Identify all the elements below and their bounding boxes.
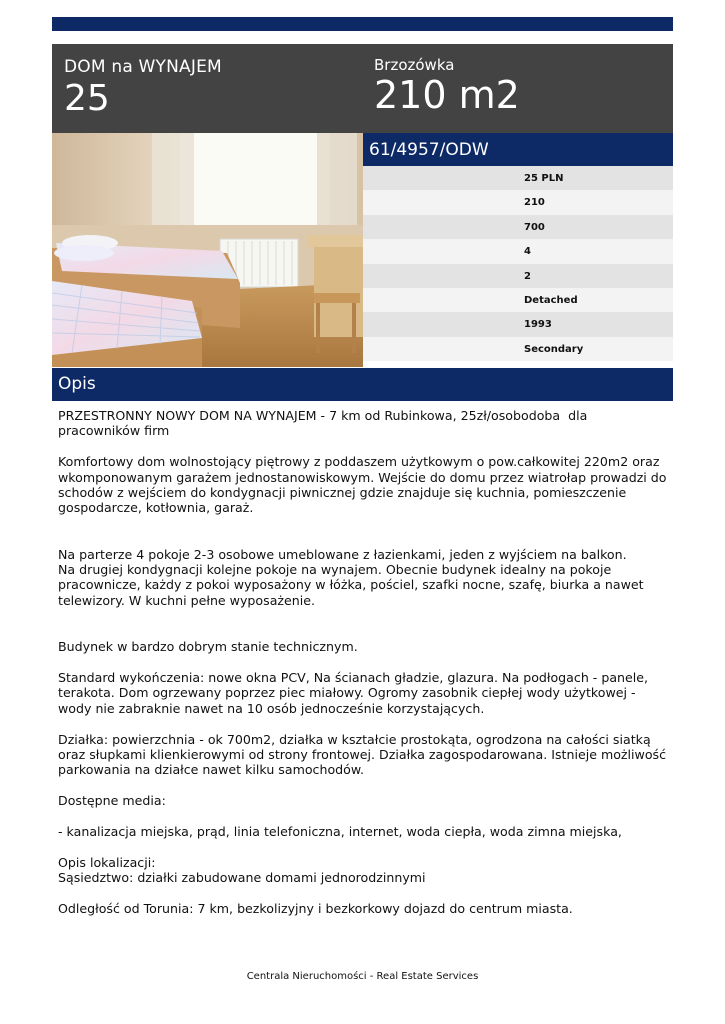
listing-type: DOM na WYNAJEM (64, 57, 222, 77)
detail-row (363, 337, 673, 361)
listing-area: 210 m2 (374, 73, 520, 117)
description-paragraph (58, 531, 668, 546)
reference-number: 61/4957/ODW (369, 140, 489, 160)
detail-row (363, 190, 673, 214)
listing-price: 25 (64, 78, 110, 119)
detail-value: 25 PLN (524, 173, 564, 184)
description-paragraph (58, 439, 668, 454)
details-table (363, 166, 673, 361)
description-paragraph (58, 716, 668, 731)
top-accent-bar (52, 17, 673, 31)
description-paragraph (58, 608, 668, 623)
description-paragraph: Komfortowy dom wolnostojący piętrowy z poddaszem użytkowym o pow.całkowitej 220m2 oraz wkomponowanym garażem jednostanowiskowym. Wejście do domu przez wiatrołap prowadzi do schodów z wejściem do kondygnacji piwnicznej gdzie znajduje się kuchnia, pomieszczenie gospodarcze, kotłownia, garaż. (58, 454, 671, 516)
property-photo (52, 133, 363, 367)
detail-row (363, 264, 673, 288)
description-paragraph: Działka: powierzchnia - ok 700m2, działka w kształcie prostokąta, ogrodzona na całości siatką oraz słupkami klienkierowymi od strony frontowej. Działka zagospodarowana. Istnieje możliwość parkowania na działce nawet kilku samochodów. (58, 731, 671, 778)
description-paragraph (58, 886, 668, 901)
description-paragraph (58, 624, 668, 639)
description-section-header (52, 368, 673, 401)
description-paragraph: Budynek w bardzo dobrym stanie technicznym. (58, 639, 358, 655)
detail-row (363, 215, 673, 239)
reference-number-bar (363, 133, 673, 166)
description-paragraph: Na parterze 4 pokoje 2-3 osobowe umeblowane z łazienkami, jeden z wyjściem na balkon. (58, 546, 627, 562)
description-paragraph (58, 655, 668, 670)
detail-row (363, 239, 673, 263)
description-text (58, 408, 671, 916)
description-paragraph: - kanalizacja miejska, prąd, linia telefoniczna, internet, woda ciepła, woda zimna miejska, (58, 823, 622, 839)
description-paragraph: PRZESTRONNY NOWY DOM NA WYNAJEM - 7 km od Rubinkowa, 25zł/osobodoba dla pracowników firm (58, 408, 592, 439)
detail-value: 210 (524, 197, 545, 209)
header-right (374, 56, 520, 115)
detail-value: Secondary (524, 343, 584, 355)
detail-value: Detached (524, 294, 578, 306)
detail-value: 1993 (524, 319, 552, 331)
footer-text: Centrala Nieruchomości - Real Estate Services (246, 971, 479, 982)
description-paragraph: Odległość od Torunia: 7 km, bezkolizyjny i bezkorkowy dojazd do centrum miasta. (58, 901, 573, 916)
listing-header (52, 44, 673, 133)
detail-row (363, 288, 673, 312)
detail-row (363, 312, 673, 336)
detail-row (363, 166, 673, 190)
description-paragraph: Dostępne media: (58, 793, 166, 809)
description-paragraph (58, 839, 668, 854)
header-left (64, 57, 222, 119)
description-paragraph (58, 809, 668, 824)
detail-value: 700 (524, 221, 545, 233)
description-paragraph: Sąsiedztwo: działki zabudowane domami jednorodzinnymi (58, 870, 426, 886)
description-paragraph: Na drugiej kondygnacji kolejne pokoje na wynajem. Obecnie budynek idealny na pokoje pracownicze, każdy z pokoi wyposażony w łóżka, pościel, szafki nocne, szafę, biurka a nawet telewizory. W kuchni pełne wyposażenie. (58, 562, 648, 608)
section-title: Opis (58, 374, 96, 394)
description-paragraph: Standard wykończenia: nowe okna PCV, Na ścianach gładzie, glazura. Na podłogach - panele, terakota. Dom ogrzewany poprzez piec miałowy. Ogromy zasobnik ciepłej wody użytkowej - wody nie zabraknie nawet na 10 osób jednocześnie korzystających. (58, 669, 653, 716)
description-paragraph (58, 516, 668, 531)
listing-location: Brzozówka (374, 56, 455, 74)
description-paragraph (58, 778, 668, 793)
detail-value: 2 (524, 270, 531, 282)
description-paragraph: Opis lokalizacji: (58, 854, 156, 870)
detail-value: 4 (524, 246, 531, 258)
